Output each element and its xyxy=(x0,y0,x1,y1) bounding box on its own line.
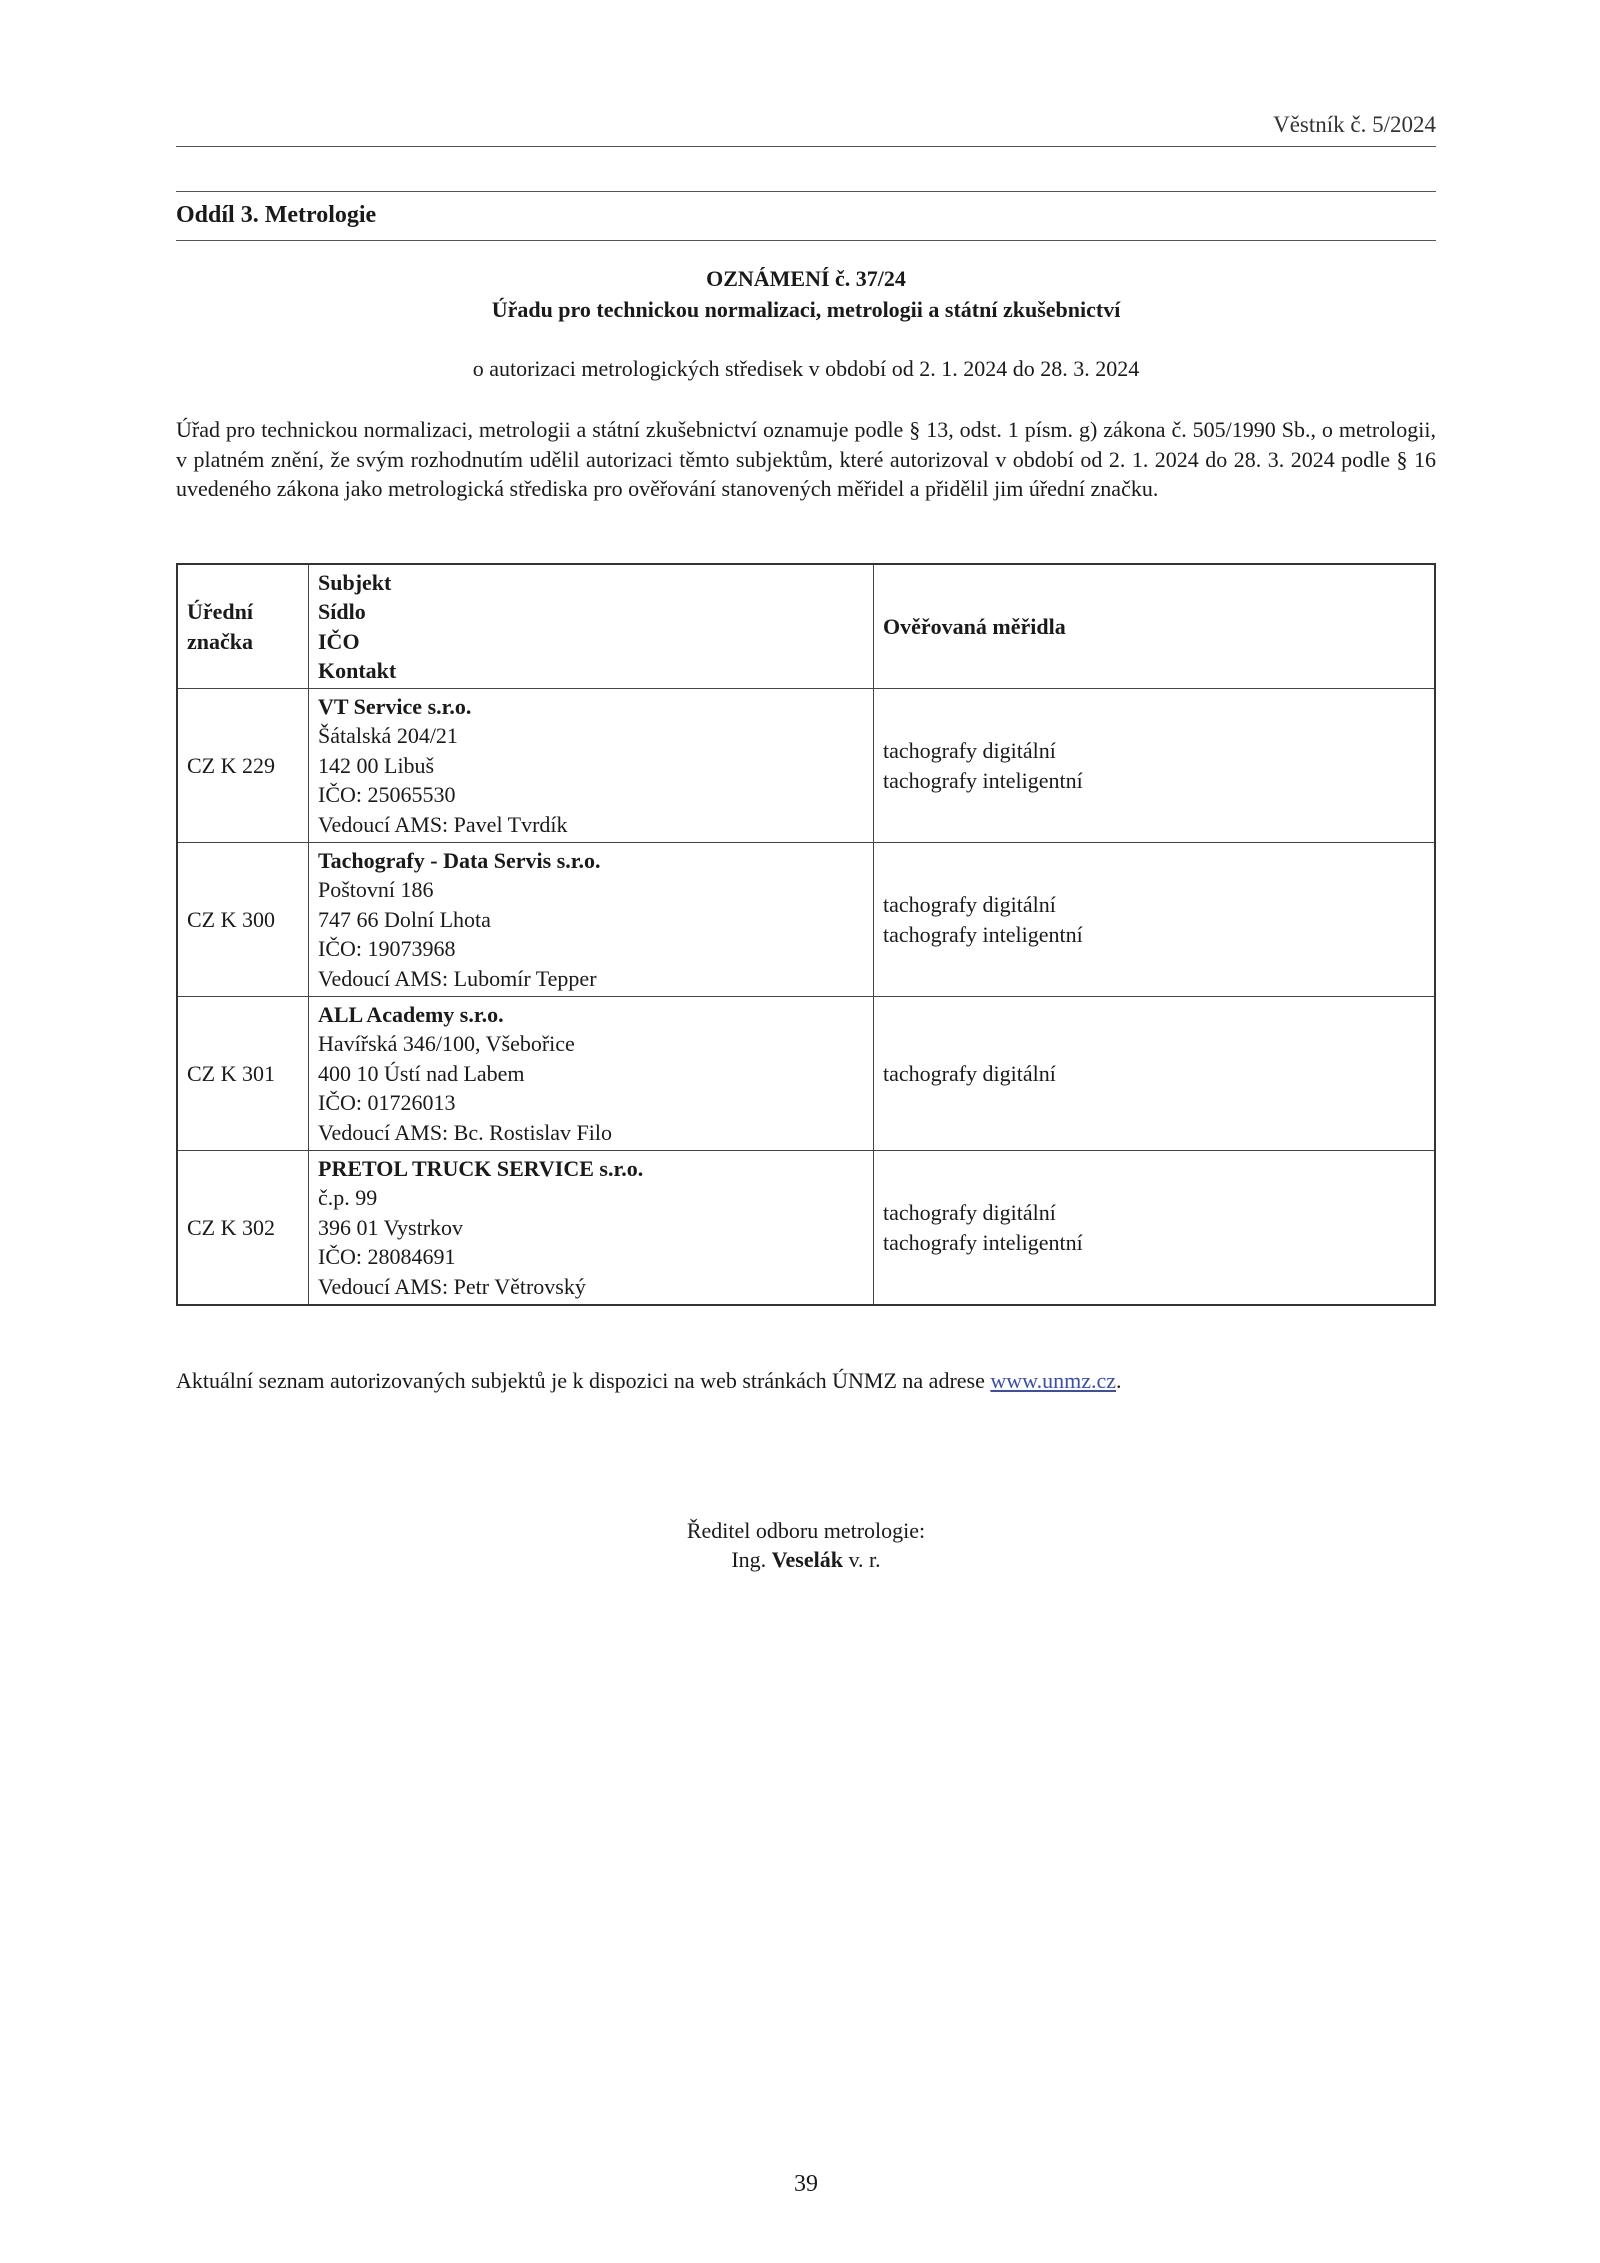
instruments-cell xyxy=(874,843,1436,997)
header-rule xyxy=(176,146,1436,147)
notice-subject: o autorizaci metrologických středisek v období od 2. 1. 2024 do 28. 3. 2024 xyxy=(472,356,1140,381)
subject-street: Havířská 346/100, Všebořice xyxy=(318,1031,575,1057)
subject-contact: Vedoucí AMS: Pavel Tvrdík xyxy=(318,811,568,837)
subject-cell xyxy=(309,997,874,1151)
signature-title: Ing. xyxy=(731,1547,767,1572)
table-row xyxy=(177,997,1435,1151)
instrument-item: tachografy inteligentní xyxy=(883,767,1083,793)
instrument-item: tachografy digitální xyxy=(883,738,1056,763)
subject-name: PRETOL TRUCK SERVICE s.r.o. xyxy=(318,1155,644,1181)
document-page xyxy=(176,0,1436,2263)
subject-name: VT Service s.r.o. xyxy=(318,693,472,719)
table-row xyxy=(177,1151,1435,1306)
unmz-website-link[interactable]: www.unmz.cz xyxy=(990,1368,1116,1393)
subject-ico: IČO: 01726013 xyxy=(318,1090,456,1116)
official-mark-cell: CZ K 302 xyxy=(177,1151,309,1306)
subject-cell xyxy=(309,1151,874,1306)
official-mark-cell: CZ K 301 xyxy=(177,997,309,1151)
subject-ico: IČO: 19073968 xyxy=(318,936,456,962)
header-subject: Subjekt Sídlo IČO Kontakt xyxy=(309,564,874,689)
subject-city: 747 66 Dolní Lhota xyxy=(318,906,491,932)
footnote xyxy=(176,1368,1122,1394)
notice-number: OZNÁMENÍ č. 37/24 xyxy=(706,266,906,291)
subject-contact: Vedoucí AMS: Bc. Rostislav Filo xyxy=(318,1119,612,1145)
subject-cell xyxy=(309,689,874,843)
signature-surname: Veselák xyxy=(771,1547,843,1572)
subject-street: Šátalská 204/21 xyxy=(318,723,458,749)
subject-city: 400 10 Ústí nad Labem xyxy=(318,1060,525,1086)
intro-paragraph: Úřad pro technickou normalizaci, metrologii a státní zkušebnictví oznamuje podle § 13, odst. 1 písm. g) zákona č. 505/1990 Sb., o metrologii, v platném znění, že svým rozhodnutím udělil autorizaci těmto subjektům, které autorizoval v období od 2. 1. 2024 do 28. 3. 2024 podle § 16 uvedeného zákona jako metrologická střediska pro ověřování stanovených měřidel a přidělil jim úřední značku. xyxy=(176,417,1436,501)
instrument-item: tachografy digitální xyxy=(883,892,1056,917)
section-rule-bottom xyxy=(176,240,1436,241)
subject-ico: IČO: 28084691 xyxy=(318,1244,456,1270)
section-rule-top xyxy=(176,191,1436,192)
table-header-row xyxy=(177,564,1435,689)
subject-city: 142 00 Libuš xyxy=(318,752,435,778)
instrument-item: tachografy inteligentní xyxy=(883,921,1083,947)
official-mark-cell: CZ K 229 xyxy=(177,689,309,843)
header-instruments: Ověřovaná měřidla xyxy=(874,564,1436,689)
subject-name: ALL Academy s.r.o. xyxy=(318,1001,504,1027)
signature-suffix: v. r. xyxy=(848,1547,881,1572)
bulletin-header: Věstník č. 5/2024 xyxy=(1273,112,1436,137)
authorization-table xyxy=(176,563,1436,1306)
subject-city: 396 01 Vystrkov xyxy=(318,1214,464,1240)
instruments-cell xyxy=(874,689,1436,843)
notice-authority: Úřadu pro technickou normalizaci, metrologii a státní zkušebnictví xyxy=(491,297,1121,322)
subject-street: Poštovní 186 xyxy=(318,877,434,903)
subject-contact: Vedoucí AMS: Petr Větrovský xyxy=(318,1273,586,1299)
table-row xyxy=(177,689,1435,843)
signature-name xyxy=(176,1547,1436,1573)
footnote-text: Aktuální seznam autorizovaných subjektů je k dispozici na web stránkách ÚNMZ na adrese xyxy=(176,1368,991,1393)
instruments-cell xyxy=(874,997,1436,1151)
instrument-item: tachografy digitální xyxy=(883,1060,1056,1086)
page-number: 39 xyxy=(794,2171,818,2197)
instruments-cell xyxy=(874,1151,1436,1306)
subject-name: Tachografy - Data Servis s.r.o. xyxy=(318,847,601,873)
subject-cell xyxy=(309,843,874,997)
header-official-mark: Úřední značka xyxy=(177,564,309,689)
subject-street: č.p. 99 xyxy=(318,1185,378,1211)
instrument-item: tachografy digitální xyxy=(883,1200,1056,1225)
table-row xyxy=(177,843,1435,997)
subject-contact: Vedoucí AMS: Lubomír Tepper xyxy=(318,965,597,991)
subject-ico: IČO: 25065530 xyxy=(318,782,456,808)
footnote-end: . xyxy=(1116,1368,1122,1393)
instrument-item: tachografy inteligentní xyxy=(883,1229,1083,1255)
signature-role: Ředitel odboru metrologie: xyxy=(686,1518,926,1543)
official-mark-cell: CZ K 300 xyxy=(177,843,309,997)
section-title: Oddíl 3. Metrologie xyxy=(176,202,377,228)
